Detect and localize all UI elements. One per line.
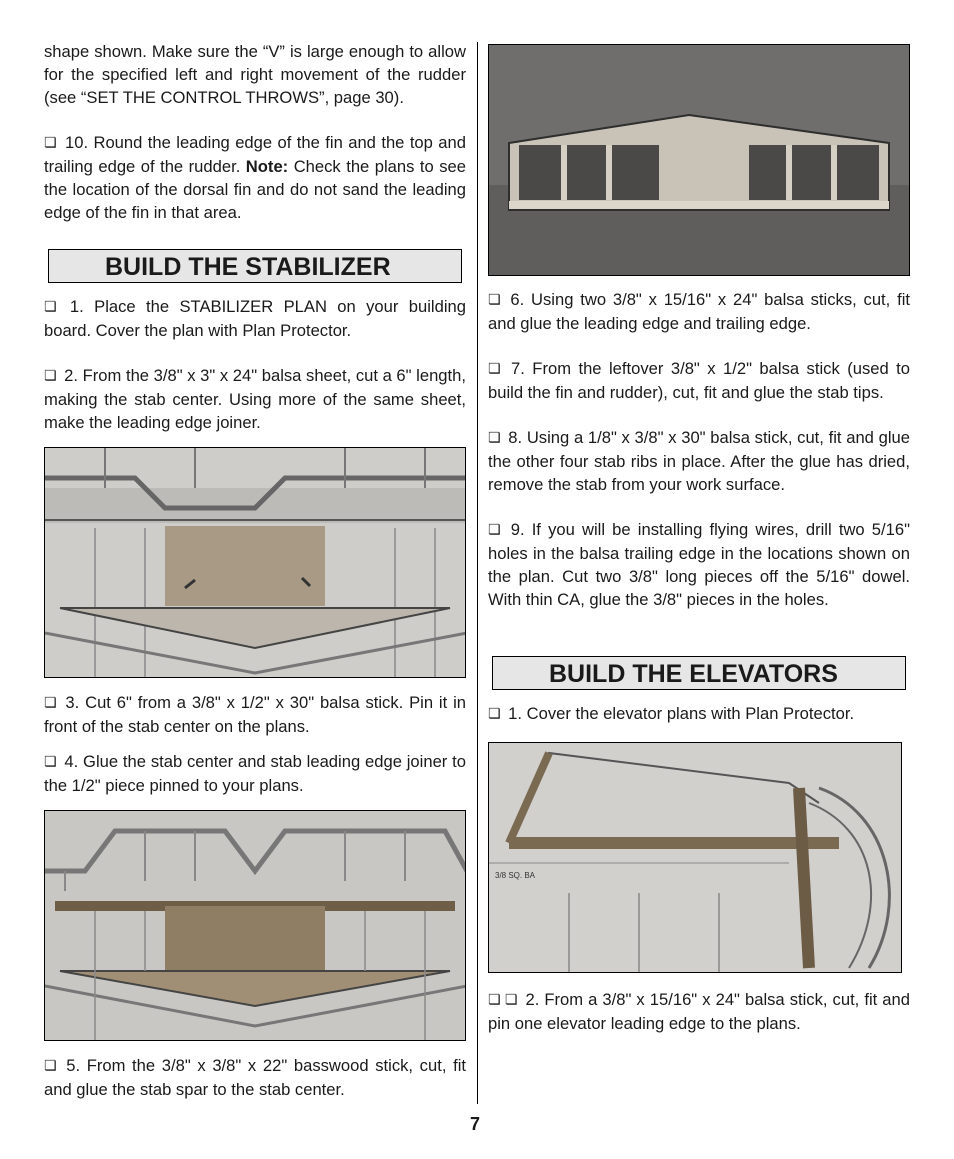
- column-divider: [477, 42, 478, 1104]
- photo-stab-joiner: [44, 810, 466, 1041]
- step-fin-rudder: ❏ 10. Round the leading edge of the fin and the top and trailing edge of the rudder. Note: Check the plans to see the location of the dorsal fin and do not sand the leading edge of the fin in that area.: [44, 133, 466, 222]
- checkbox-icon[interactable]: ❏: [44, 753, 57, 769]
- stabilizer-step-5: ❏ 5. From the 3/8" x 3/8" x 22" basswood stick, cut, fit and glue the stab spar to the stab center.: [44, 1056, 466, 1099]
- photo-stab-frame: [488, 44, 910, 276]
- note-label: Note:: [245, 157, 289, 176]
- checkbox-icon[interactable]: ❏: [488, 705, 501, 721]
- stabilizer-step-4: ❏ 4. Glue the stab center and stab leading edge joiner to the 1/2" piece pinned to your plans.: [44, 752, 466, 795]
- stabilizer-step-6: ❏ 6. Using two 3/8" x 15/16" x 24" balsa sticks, cut, fit and glue the leading edge and trailing edge.: [488, 290, 910, 333]
- stabilizer-step-8: ❏ 8. Using a 1/8" x 3/8" x 30" balsa stick, cut, fit and glue the other four stab ribs in place. After the glue has dried, remove the stab from your work surface.: [488, 428, 910, 494]
- stabilizer-step-9: ❏ 9. If you will be installing flying wires, drill two 5/16" holes in the balsa trailing edge in the locations shown on the plan. Cut two 3/8" long pieces off the 5/16" dowel. With thin CA, glue the 3/8" pieces in the holes.: [488, 520, 910, 609]
- checkbox-icon[interactable]: ❏: [44, 134, 57, 150]
- stabilizer-step-3: ❏ 3. Cut 6" from a 3/8" x 1/2" x 30" balsa stick. Pin it in front of the stab center on the plans.: [44, 693, 466, 736]
- checkbox-icon[interactable]: ❏ ❏: [488, 991, 518, 1007]
- checkbox-icon[interactable]: ❏: [488, 360, 501, 376]
- elevator-step-1: ❏ 1. Cover the elevator plans with Plan Protector.: [488, 704, 855, 723]
- checkbox-icon[interactable]: ❏: [44, 367, 57, 383]
- photo-stab-center: [44, 447, 466, 678]
- checkbox-icon[interactable]: ❏: [488, 291, 501, 307]
- checkbox-icon[interactable]: ❏: [44, 298, 57, 314]
- elevator-step-2: ❏ ❏ 2. From a 3/8" x 15/16" x 24" balsa stick, cut, fit and pin one elevator leading edge to the plans.: [488, 990, 910, 1033]
- checkbox-icon[interactable]: ❏: [44, 694, 57, 710]
- stabilizer-step-1: ❏ 1. Place the STABILIZER PLAN on your building board. Cover the plan with Plan Protector.: [44, 297, 466, 340]
- stabilizer-step-2: ❏ 2. From the 3/8" x 3" x 24" balsa sheet, cut a 6" length, making the stab center. Using more of the same sheet, make the leading edge joiner.: [44, 366, 466, 432]
- intro-paragraph: shape shown. Make sure the “V” is large enough to allow for the specified left and right movement of the rudder (see “SET THE CONTROL THROWS”, page 30).: [44, 42, 466, 107]
- photo-elevator-plan: [488, 742, 902, 973]
- plan-label: 3/8 SQ. BA: [495, 871, 536, 880]
- checkbox-icon[interactable]: ❏: [44, 1057, 57, 1073]
- stabilizer-step-7: ❏ 7. From the leftover 3/8" x 1/2" balsa stick (used to build the fin and rudder), cut, fit and glue the stab tips.: [488, 359, 910, 402]
- section-heading-stabilizer: BUILD THE STABILIZER: [48, 249, 462, 283]
- left-column: [44, 40, 466, 1101]
- section-heading-elevators: BUILD THE ELEVATORS: [492, 656, 906, 690]
- checkbox-icon[interactable]: ❏: [488, 429, 501, 445]
- right-column: [488, 44, 910, 1035]
- checkbox-icon[interactable]: ❏: [488, 521, 501, 537]
- page-number: 7: [470, 1114, 481, 1134]
